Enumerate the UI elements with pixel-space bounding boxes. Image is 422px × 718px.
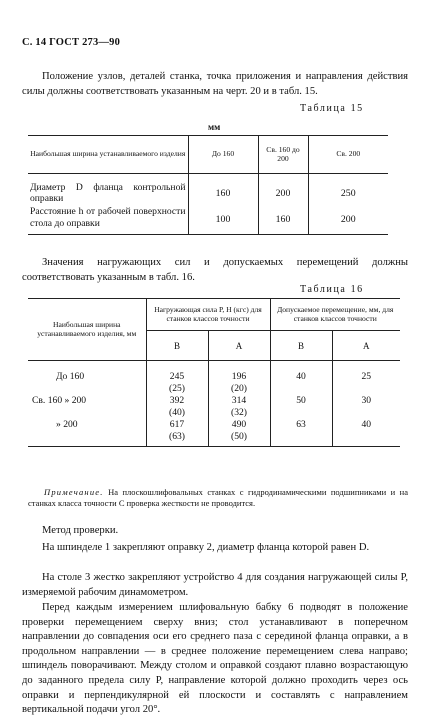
table-row: Св. 160 » 200 392 (40) 314 (32) 50 30 bbox=[28, 395, 400, 419]
paragraph-2: Значения нагружающих сил и допускаемых перемещений должны соответствовать указанным в табл. 16. bbox=[22, 257, 408, 283]
t16-head-force: Нагружающая сила P, H (кгс) для станков классов точности bbox=[146, 299, 270, 331]
paragraph-5: Перед каждым измерением шлифовальную бабку 6 подводят в положение проверки перемещением сверху вниз; стол устанавливают в поперечном направлении до совпадения оси его среднего паза с серединой фланца оправки, а в продольном направлении — в среднее положение перемещением слева направо; шпиндель поворачивают. Между столом и оправкой создают плавно возрастающую до заданного предела силу P, направление которой должно проходить через ось оправки и перпендикулярной ей плоскости и составлять с направлением вертикальной подачи угол 20°. bbox=[22, 602, 408, 716]
table-row: » 200 617 (63) 490 (50) 63 40 bbox=[28, 419, 400, 447]
paragraph-1: Положение узлов, деталей станка, точка приложения и направления действия силы должны соответствовать указанным на черт. 20 и в табл. 15. bbox=[22, 71, 408, 97]
table-row: Диаметр D фланца контрольной оправки 160 200 250 bbox=[28, 174, 388, 205]
table-row: Расстояние h от рабочей поверхности стола до оправки 100 160 200 bbox=[28, 205, 388, 235]
t15-head-col3: Св. 200 bbox=[308, 136, 388, 174]
t15-head-label: Наибольшая ширина устанавливаемого изделия bbox=[28, 136, 188, 174]
table-15 bbox=[28, 135, 388, 235]
method-heading: Метод проверки. bbox=[42, 525, 119, 536]
table-16-note: Примечание. На плоскошлифовальных станках с гидродинамическими подшипниками и на станках класса точности С проверка жесткости не проводится. bbox=[28, 487, 409, 509]
table-15-caption: Таблица 15 bbox=[300, 103, 364, 114]
t16-head-disp: Допускаемое перемещение, мм, для станков классов точности bbox=[270, 299, 400, 331]
t16-head-label: Наибольшая ширина устанавливаемого изделия, мм bbox=[28, 299, 146, 361]
paragraph-3: На шпинделе 1 закрепляют оправку 2, диаметр фланца которой равен D. bbox=[42, 542, 370, 553]
t15-head-col1: До 160 bbox=[188, 136, 258, 174]
table-row: До 160 245 (25) 196 (20) 40 25 bbox=[28, 371, 400, 395]
t15-head-col2: Св. 160 до 200 bbox=[258, 136, 308, 174]
table-16-caption: Таблица 16 bbox=[300, 284, 364, 295]
table-16: Наибольшая ширина устанавливаемого изделия, мм Нагружающая сила P, H (кгс) для станков классов точности Допускаемое перемещение, мм, для станков классов точности В А В А До 160 245 (25) 196 (20) 40 25 Св. 160 » 200 392 (40) 314 (32) 50 30 » 200 617 (63) 490 (50) 63 40 bbox=[28, 298, 400, 447]
table-15-units: мм bbox=[208, 122, 221, 132]
paragraph-4: На столе 3 жестко закрепляют устройство 4 для создания нагружающей силы P, измеряемой рабочим динамометром. bbox=[22, 572, 408, 598]
page-header: С. 14 ГОСТ 273—90 bbox=[22, 37, 121, 48]
